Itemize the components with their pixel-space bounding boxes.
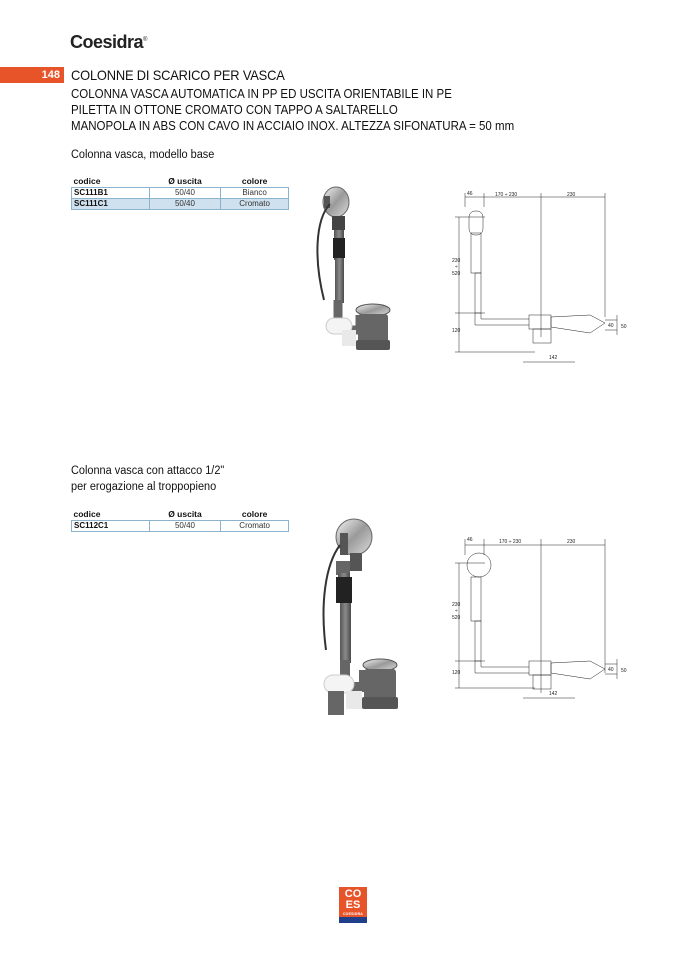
dim-label: 142 [549, 355, 558, 361]
dim-label: 230 [452, 602, 461, 608]
cell-uscita: 50/40 [149, 521, 221, 532]
table-row [72, 199, 289, 210]
dim-label: 230 [567, 539, 576, 545]
dim-label: 46 [467, 537, 473, 543]
dim-label: 520 [452, 615, 461, 621]
description-line: PILETTA IN OTTONE CROMATO CON TAPPO A SALTARELLO [71, 103, 398, 117]
dim-label: 120 [452, 328, 461, 334]
product-photo [300, 515, 410, 720]
logo-text: CO [344, 888, 362, 900]
cell-uscita: 50/40 [149, 188, 221, 199]
page-number-tab: 148 [0, 67, 64, 83]
dim-label: 40 [608, 323, 614, 329]
dim-label: 120 [452, 670, 461, 676]
column-header-colore: colore [241, 176, 268, 186]
table-row [72, 521, 289, 532]
footer-logo [339, 887, 367, 923]
table-row [72, 188, 289, 199]
section-title-line: Colonna vasca, modello base [71, 149, 215, 161]
column-header-uscita: Ø uscita [168, 509, 202, 519]
dim-label: 170 ÷ 230 [499, 539, 522, 545]
logo-text: COESIDRA [342, 912, 364, 916]
dim-label: 230 [567, 192, 576, 198]
cell-codice: SC112C1 [72, 521, 150, 532]
cell-colore: Cromato [221, 521, 289, 532]
dim-label: 40 [608, 667, 614, 673]
dim-label: 46 [467, 191, 473, 197]
product-photo [300, 180, 410, 370]
dim-label: 50 [621, 324, 627, 330]
section-title [71, 463, 224, 495]
dim-label: 170 ÷ 230 [495, 192, 518, 198]
dim-label: 50 [621, 668, 627, 674]
cell-uscita: 50/40 [149, 199, 221, 210]
description-line: MANOPOLA IN ABS CON CAVO IN ACCIAIO INOX. ALTEZZA SIFONATURA = 50 mm [71, 119, 515, 133]
cell-codice: SC111B1 [72, 188, 150, 199]
section-title [71, 147, 214, 163]
product-description [71, 86, 514, 134]
technical-drawing [445, 187, 645, 361]
product-table [71, 509, 289, 532]
product-table [71, 176, 289, 210]
brand-logo: Coesidra® [70, 32, 147, 52]
column-header-colore: colore [241, 509, 268, 519]
cell-colore: Cromato [221, 199, 289, 210]
column-header-uscita: Ø uscita [168, 176, 202, 186]
dim-label: ÷ [455, 264, 458, 270]
dim-label: 142 [549, 691, 558, 697]
technical-drawing [445, 533, 645, 708]
dim-label: ÷ [455, 608, 458, 614]
dim-label: 520 [452, 271, 461, 277]
section-title-line: per erogazione al troppopieno [71, 481, 217, 493]
logo-text: ES [345, 899, 361, 911]
description-line: COLONNA VASCA AUTOMATICA IN PP ED USCITA ORIENTABILE IN PE [71, 87, 452, 101]
dim-label: 230 [452, 258, 461, 264]
column-header-codice: codice [73, 176, 101, 186]
section-title-line: Colonna vasca con attacco 1/2" [71, 465, 225, 477]
cell-codice: SC111C1 [72, 199, 150, 210]
cell-colore: Bianco [221, 188, 289, 199]
page-title: COLONNE DI SCARICO PER VASCA [71, 67, 285, 83]
logo-bar [339, 917, 367, 923]
column-header-codice: codice [73, 509, 101, 519]
